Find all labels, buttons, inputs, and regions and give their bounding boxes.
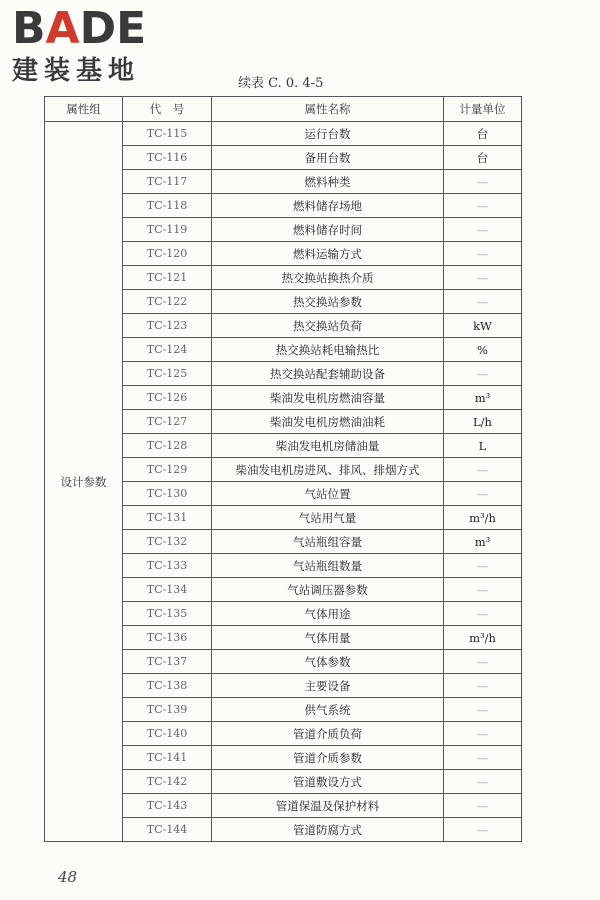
code-cell: TC-123	[123, 314, 212, 338]
unit-cell: —	[444, 266, 522, 290]
name-cell: 气体用途	[212, 602, 444, 626]
unit-cell: %	[444, 338, 522, 362]
code-cell: TC-126	[123, 386, 212, 410]
header-code: 代 号	[123, 97, 212, 122]
name-cell: 供气系统	[212, 698, 444, 722]
unit-cell: m³/h	[444, 506, 522, 530]
name-cell: 主要设备	[212, 674, 444, 698]
unit-cell: 台	[444, 146, 522, 170]
code-cell: TC-124	[123, 338, 212, 362]
group-cell: 设计参数	[45, 122, 123, 842]
name-cell: 柴油发电机房进风、排风、排烟方式	[212, 458, 444, 482]
name-cell: 备用台数	[212, 146, 444, 170]
code-cell: TC-121	[123, 266, 212, 290]
code-cell: TC-136	[123, 626, 212, 650]
code-cell: TC-141	[123, 746, 212, 770]
code-cell: TC-140	[123, 722, 212, 746]
code-cell: TC-127	[123, 410, 212, 434]
bade-logo	[12, 4, 172, 86]
name-cell: 气站用气量	[212, 506, 444, 530]
code-cell: TC-116	[123, 146, 212, 170]
table-header-row	[45, 97, 522, 122]
unit-cell: 台	[444, 122, 522, 146]
unit-cell: —	[444, 482, 522, 506]
unit-cell: —	[444, 242, 522, 266]
code-cell: TC-139	[123, 698, 212, 722]
code-cell: TC-122	[123, 290, 212, 314]
unit-cell: —	[444, 194, 522, 218]
name-cell: 管道防腐方式	[212, 818, 444, 842]
name-cell: 热交换站换热介质	[212, 266, 444, 290]
unit-cell: —	[444, 818, 522, 842]
name-cell: 运行台数	[212, 122, 444, 146]
name-cell: 热交换站耗电输热比	[212, 338, 444, 362]
unit-cell: —	[444, 170, 522, 194]
code-cell: TC-117	[123, 170, 212, 194]
name-cell: 气站瓶组容量	[212, 530, 444, 554]
code-cell: TC-118	[123, 194, 212, 218]
unit-cell: —	[444, 458, 522, 482]
code-cell: TC-137	[123, 650, 212, 674]
code-cell: TC-131	[123, 506, 212, 530]
header-group: 属性组	[45, 97, 123, 122]
unit-cell: L	[444, 434, 522, 458]
name-cell: 燃料储存时间	[212, 218, 444, 242]
name-cell: 管道保温及保护材料	[212, 794, 444, 818]
name-cell: 柴油发电机房储油量	[212, 434, 444, 458]
code-cell: TC-138	[123, 674, 212, 698]
code-cell: TC-132	[123, 530, 212, 554]
unit-cell: —	[444, 362, 522, 386]
unit-cell: kW	[444, 314, 522, 338]
header-name: 属性名称	[212, 97, 444, 122]
code-cell: TC-120	[123, 242, 212, 266]
unit-cell: —	[444, 602, 522, 626]
code-cell: TC-129	[123, 458, 212, 482]
unit-cell: —	[444, 650, 522, 674]
unit-cell: —	[444, 290, 522, 314]
name-cell: 管道敷设方式	[212, 770, 444, 794]
name-cell: 管道介质参数	[212, 746, 444, 770]
unit-cell: m³	[444, 530, 522, 554]
logo-latin-text: BADE	[12, 3, 147, 54]
name-cell: 热交换站配套辅助设备	[212, 362, 444, 386]
unit-cell: m³/h	[444, 626, 522, 650]
code-cell: TC-143	[123, 794, 212, 818]
name-cell: 热交换站负荷	[212, 314, 444, 338]
unit-cell: —	[444, 674, 522, 698]
unit-cell: L/h	[444, 410, 522, 434]
unit-cell: —	[444, 722, 522, 746]
code-cell: TC-134	[123, 578, 212, 602]
header-unit: 计量单位	[444, 97, 522, 122]
table-body	[45, 122, 522, 842]
name-cell: 气体用量	[212, 626, 444, 650]
name-cell: 燃料储存场地	[212, 194, 444, 218]
name-cell: 柴油发电机房燃油容量	[212, 386, 444, 410]
unit-cell: —	[444, 794, 522, 818]
name-cell: 气站位置	[212, 482, 444, 506]
code-cell: TC-115	[123, 122, 212, 146]
unit-cell: —	[444, 698, 522, 722]
name-cell: 管道介质负荷	[212, 722, 444, 746]
table-row	[45, 122, 522, 146]
name-cell: 气体参数	[212, 650, 444, 674]
logo-chinese-text: 建装基地	[12, 56, 141, 86]
unit-cell: —	[444, 746, 522, 770]
unit-cell: —	[444, 554, 522, 578]
unit-cell: m³	[444, 386, 522, 410]
code-cell: TC-133	[123, 554, 212, 578]
code-cell: TC-135	[123, 602, 212, 626]
page-number: 48	[58, 868, 78, 886]
code-cell: TC-130	[123, 482, 212, 506]
code-cell: TC-144	[123, 818, 212, 842]
name-cell: 气站调压器参数	[212, 578, 444, 602]
name-cell: 气站瓶组数量	[212, 554, 444, 578]
code-cell: TC-128	[123, 434, 212, 458]
code-cell: TC-119	[123, 218, 212, 242]
name-cell: 燃料种类	[212, 170, 444, 194]
unit-cell: —	[444, 218, 522, 242]
code-cell: TC-125	[123, 362, 212, 386]
unit-cell: —	[444, 578, 522, 602]
name-cell: 热交换站参数	[212, 290, 444, 314]
attribute-table	[44, 96, 522, 842]
unit-cell: —	[444, 770, 522, 794]
name-cell: 燃料运输方式	[212, 242, 444, 266]
code-cell: TC-142	[123, 770, 212, 794]
name-cell: 柴油发电机房燃油油耗	[212, 410, 444, 434]
table-caption: 续表 C. 0. 4-5	[238, 76, 324, 91]
